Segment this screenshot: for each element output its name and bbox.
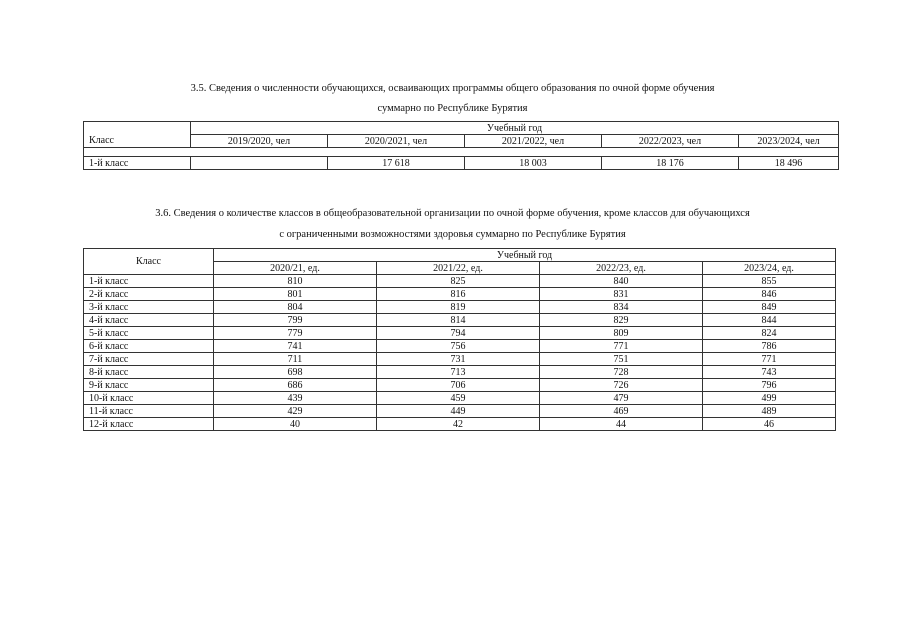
row-label: 1-й класс — [84, 275, 214, 288]
table-cell: 816 — [377, 288, 540, 301]
table-cell: 824 — [703, 327, 836, 340]
section-1-title-line-2: суммарно по Республике Бурятия — [377, 103, 528, 114]
table-cell: 18 496 — [739, 157, 839, 170]
table-cell: 439 — [214, 392, 377, 405]
table-cell: 831 — [540, 288, 703, 301]
table-cell: 779 — [214, 327, 377, 340]
table-cell: 751 — [540, 353, 703, 366]
table-cell: 834 — [540, 301, 703, 314]
table-cell: 711 — [214, 353, 377, 366]
table-cell: 855 — [703, 275, 836, 288]
table-header-row — [84, 122, 839, 135]
row-label: 5-й класс — [84, 327, 214, 340]
table-header-year: 2022/2023, чел — [602, 135, 739, 148]
table-cell: 796 — [703, 379, 836, 392]
table-header-year: 2022/23, ед. — [540, 262, 703, 275]
table-cell: 42 — [377, 418, 540, 431]
row-label: 11-й класс — [84, 405, 214, 418]
table-cell: 799 — [214, 314, 377, 327]
table-row — [84, 314, 836, 327]
table-row — [84, 353, 836, 366]
table-cell: 728 — [540, 366, 703, 379]
table-header-class: Класс — [84, 135, 191, 148]
table-cell: 771 — [703, 353, 836, 366]
table-header-year: 2023/24, ед. — [703, 262, 836, 275]
row-label: 2-й класс — [84, 288, 214, 301]
table-header-year: 2019/2020, чел — [191, 135, 328, 148]
row-label: 12-й класс — [84, 418, 214, 431]
classes-table-body — [84, 275, 836, 431]
table-header-empty — [84, 122, 191, 135]
table-row — [84, 288, 836, 301]
table-cell: 731 — [377, 353, 540, 366]
table-header-year: 2021/22, ед. — [377, 262, 540, 275]
table-cell: 756 — [377, 340, 540, 353]
row-label: 8-й класс — [84, 366, 214, 379]
classes-count-table — [83, 248, 836, 431]
table-cell: 771 — [540, 340, 703, 353]
table-cell: 810 — [214, 275, 377, 288]
table-cell: 18 176 — [602, 157, 739, 170]
table-row — [84, 157, 839, 170]
table-cell: 459 — [377, 392, 540, 405]
table-cell: 844 — [703, 314, 836, 327]
row-label: 10-й класс — [84, 392, 214, 405]
table-cell: 40 — [214, 418, 377, 431]
table-cell: 814 — [377, 314, 540, 327]
table-cell: 809 — [540, 327, 703, 340]
table-row — [84, 392, 836, 405]
table-cell: 479 — [540, 392, 703, 405]
table-cell: 686 — [214, 379, 377, 392]
row-label: 6-й класс — [84, 340, 214, 353]
table-cell: 17 618 — [328, 157, 465, 170]
table-header-year-group: Учебный год — [214, 249, 836, 262]
students-count-table — [83, 121, 839, 170]
table-cell: 429 — [214, 405, 377, 418]
table-header-year-group: Учебный год — [191, 122, 839, 135]
table-header-year: 2023/2024, чел — [739, 135, 839, 148]
table-cell: 804 — [214, 301, 377, 314]
row-label: 3-й класс — [84, 301, 214, 314]
table-header-row — [84, 135, 839, 148]
table-cell: 840 — [540, 275, 703, 288]
table-cell: 449 — [377, 405, 540, 418]
table-header-class: Класс — [84, 249, 214, 275]
table-cell: 46 — [703, 418, 836, 431]
table-cell: 726 — [540, 379, 703, 392]
table-cell: 786 — [703, 340, 836, 353]
table-cell: 713 — [377, 366, 540, 379]
table-cell: 469 — [540, 405, 703, 418]
table-cell: 741 — [214, 340, 377, 353]
section-2-title-line-2: с ограниченными возможностями здоровья суммарно по Республике Бурятия — [279, 229, 626, 240]
table-cell: 706 — [377, 379, 540, 392]
table-cell: 44 — [540, 418, 703, 431]
table-cell: 829 — [540, 314, 703, 327]
table-cell: 801 — [214, 288, 377, 301]
table-row — [84, 301, 836, 314]
table-row — [84, 275, 836, 288]
table-cell: 489 — [703, 405, 836, 418]
row-label: 1-й класс — [84, 157, 191, 170]
table-row — [84, 366, 836, 379]
table-cell: 825 — [377, 275, 540, 288]
table-cell: 743 — [703, 366, 836, 379]
table-cell: 698 — [214, 366, 377, 379]
table-row — [84, 327, 836, 340]
table-header-year: 2020/2021, чел — [328, 135, 465, 148]
table-row — [84, 418, 836, 431]
table-spacer-row — [84, 148, 839, 157]
table-header-year: 2021/2022, чел — [465, 135, 602, 148]
table-row — [84, 405, 836, 418]
table-spacer-cell — [84, 148, 839, 157]
section-1-title-line-1: 3.5. Сведения о численности обучающихся, осваивающих программы общего образования по очной форме обучения — [190, 83, 715, 94]
table-cell: 819 — [377, 301, 540, 314]
table-header-row — [84, 249, 836, 262]
row-label: 4-й класс — [84, 314, 214, 327]
table-cell: 849 — [703, 301, 836, 314]
table-cell: 18 003 — [465, 157, 602, 170]
row-label: 7-й класс — [84, 353, 214, 366]
table-cell: 499 — [703, 392, 836, 405]
table-cell: 794 — [377, 327, 540, 340]
table-row — [84, 340, 836, 353]
row-label: 9-й класс — [84, 379, 214, 392]
section-2-title-line-1: 3.6. Сведения о количестве классов в общеобразовательной организации по очной форме обучения, кроме классов для обучающихся — [155, 208, 750, 219]
table-header-year: 2020/21, ед. — [214, 262, 377, 275]
table-row — [84, 379, 836, 392]
table-cell — [191, 157, 328, 170]
table-cell: 846 — [703, 288, 836, 301]
